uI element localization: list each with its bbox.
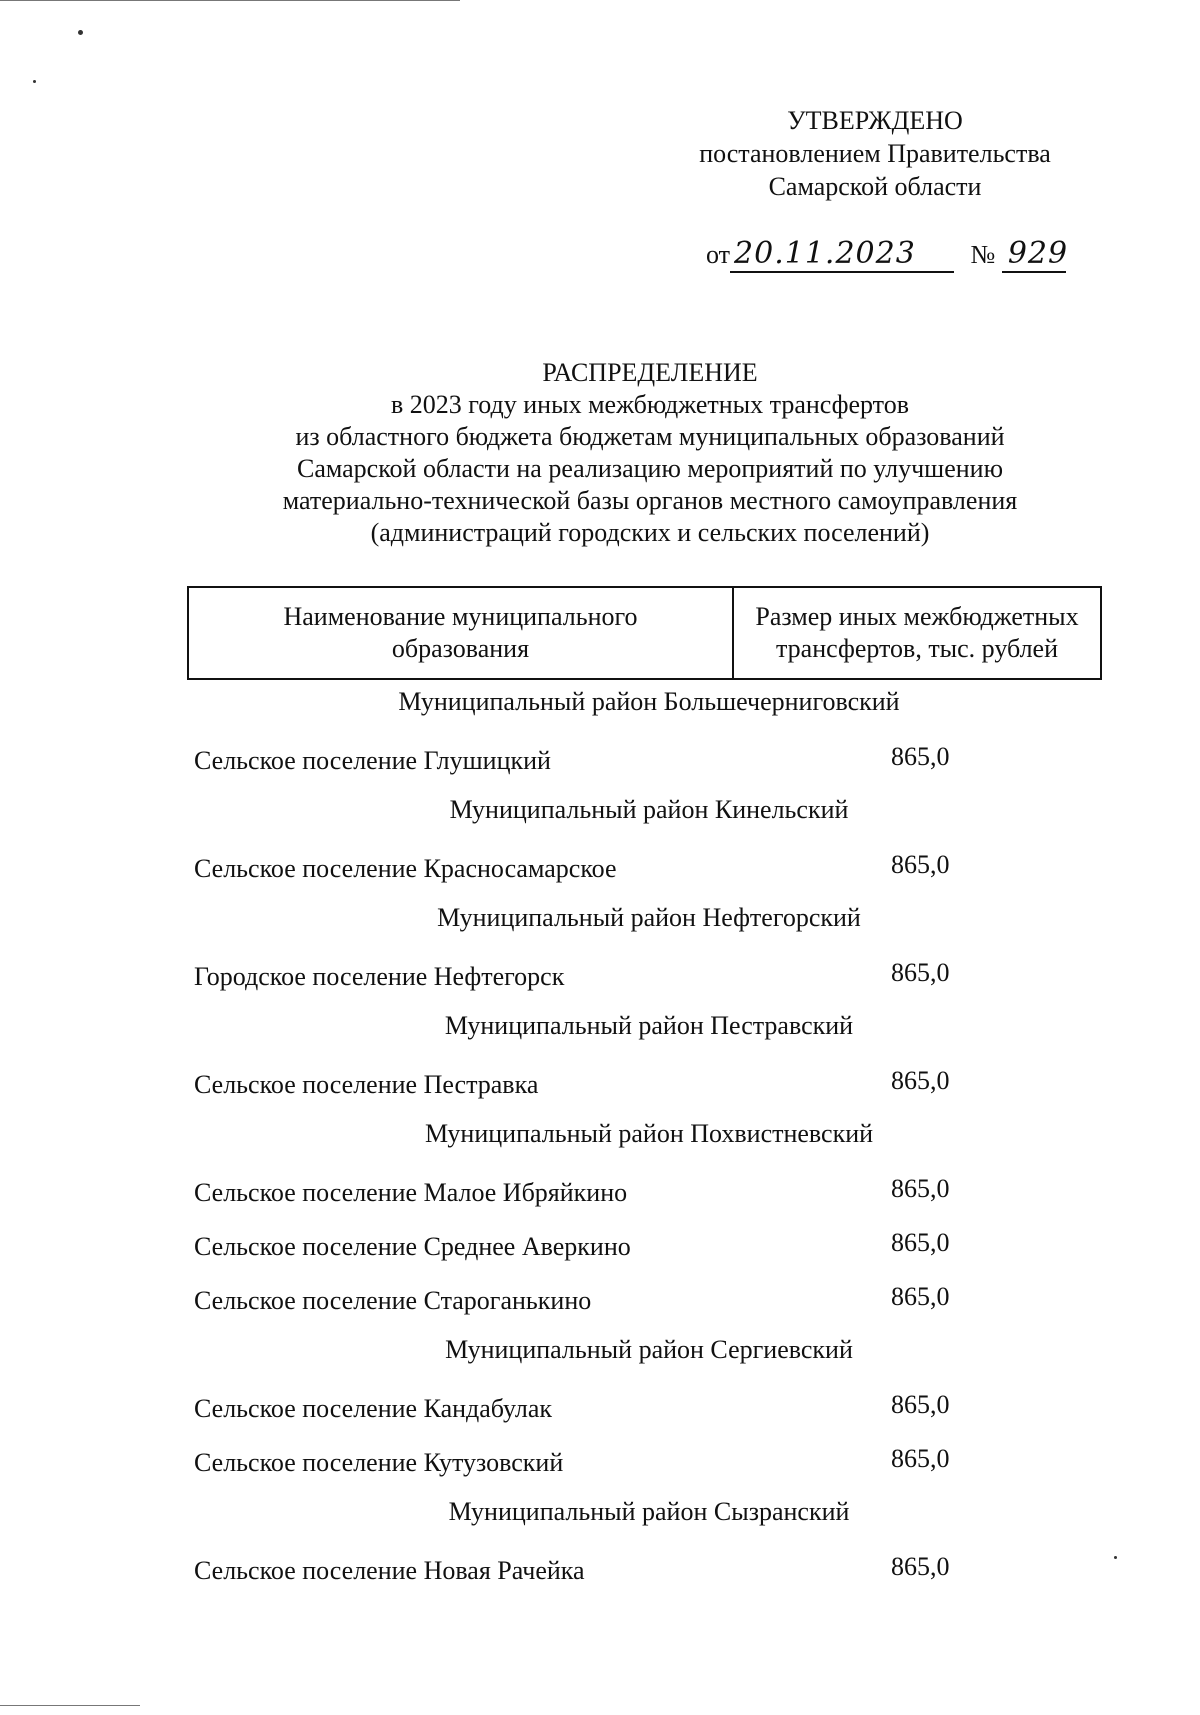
title-line: в 2023 году иных межбюджетных трансфертов xyxy=(391,390,909,419)
table-row xyxy=(194,1166,1154,1220)
district-heading: Муниципальный район Пестравский xyxy=(444,1011,854,1040)
settlement-name: Городское поселение Нефтегорск xyxy=(194,962,565,991)
settlement-name: Сельское поселение Малое Ибряйкино xyxy=(194,1178,628,1207)
approval-authority: постановлением Правительства xyxy=(699,139,1051,168)
settlement-name: Сельское поселение Староганькино xyxy=(194,1286,592,1315)
scan-edge-bottom xyxy=(0,1705,140,1706)
resolution-number xyxy=(1002,236,1069,273)
table-row xyxy=(194,842,1154,896)
table-row xyxy=(194,1544,1154,1598)
settlement-name: Сельское поселение Кутузовский xyxy=(194,1448,564,1477)
title-line: Самарской области на реализацию мероприятий по улучшению xyxy=(296,454,1003,483)
title-line: (администраций городских и сельских поселений) xyxy=(370,518,930,547)
scan-speck xyxy=(33,80,36,83)
district-heading: Муниципальный район Нефтегорский xyxy=(437,903,861,932)
settlement-name: Сельское поселение Кандабулак xyxy=(194,1394,553,1423)
title-line: из областного бюджета бюджетам муниципальных образований xyxy=(295,422,1005,451)
transfer-amount: 865,0 xyxy=(891,1552,950,1581)
column-header-line: Размер иных межбюджетных xyxy=(755,602,1079,631)
transfer-amount: 865,0 xyxy=(891,1066,950,1095)
document-title xyxy=(140,357,1160,549)
date-prefix: от xyxy=(706,240,731,269)
transfer-amount: 865,0 xyxy=(891,850,950,879)
transfer-amount: 865,0 xyxy=(891,742,950,771)
table-row xyxy=(194,1274,1154,1328)
column-header-line: трансфертов, тыс. рублей xyxy=(775,634,1059,663)
transfer-amount: 865,0 xyxy=(891,958,950,987)
district-heading: Муниципальный район Кинельский xyxy=(449,795,849,824)
table-row xyxy=(194,1220,1154,1274)
district-heading: Муниципальный район Большечерниговский xyxy=(398,687,900,716)
handwritten-number: 929 xyxy=(1007,236,1069,271)
approval-block xyxy=(640,104,1110,203)
resolution-date xyxy=(730,236,954,273)
number-prefix: № xyxy=(970,240,996,269)
settlement-name: Сельское поселение Пестравка xyxy=(194,1070,539,1099)
column-header-line: образования xyxy=(391,634,530,663)
scan-edge-top xyxy=(0,0,460,1)
district-heading: Муниципальный район Похвистневский xyxy=(424,1119,874,1148)
handwritten-date: 20.11.2023 xyxy=(734,236,916,271)
transfer-amount: 865,0 xyxy=(891,1228,950,1257)
table-row xyxy=(194,950,1154,1004)
transfer-amount: 865,0 xyxy=(891,1444,950,1473)
transfer-amount: 865,0 xyxy=(891,1390,950,1419)
table-body xyxy=(194,680,1154,1598)
table-row xyxy=(194,734,1154,788)
title-line: материально-технической базы органов местного самоуправления xyxy=(282,486,1018,515)
table-header xyxy=(187,586,1102,680)
settlement-name: Сельское поселение Новая Рачейка xyxy=(194,1556,585,1585)
approval-heading: УТВЕРЖДЕНО xyxy=(787,106,963,135)
column-header-name xyxy=(189,588,734,678)
settlement-name: Сельское поселение Среднее Аверкино xyxy=(194,1232,631,1261)
approval-region: Самарской области xyxy=(768,172,982,201)
column-header-line: Наименование муниципального xyxy=(283,602,638,631)
settlement-name: Сельское поселение Глушицкий xyxy=(194,746,551,775)
transfer-amount: 865,0 xyxy=(891,1174,950,1203)
title-line: РАСПРЕДЕЛЕНИЕ xyxy=(542,358,758,387)
district-heading: Муниципальный район Сергиевский xyxy=(445,1335,853,1364)
transfer-amount: 865,0 xyxy=(891,1282,950,1311)
table-row xyxy=(194,1382,1154,1436)
column-header-amount xyxy=(734,588,1100,678)
resolution-reference xyxy=(706,236,1069,273)
settlement-name: Сельское поселение Красносамарское xyxy=(194,854,617,883)
table-row xyxy=(194,1436,1154,1490)
district-heading: Муниципальный район Сызранский xyxy=(448,1497,850,1526)
table-row xyxy=(194,1058,1154,1112)
scan-speck xyxy=(78,30,83,35)
